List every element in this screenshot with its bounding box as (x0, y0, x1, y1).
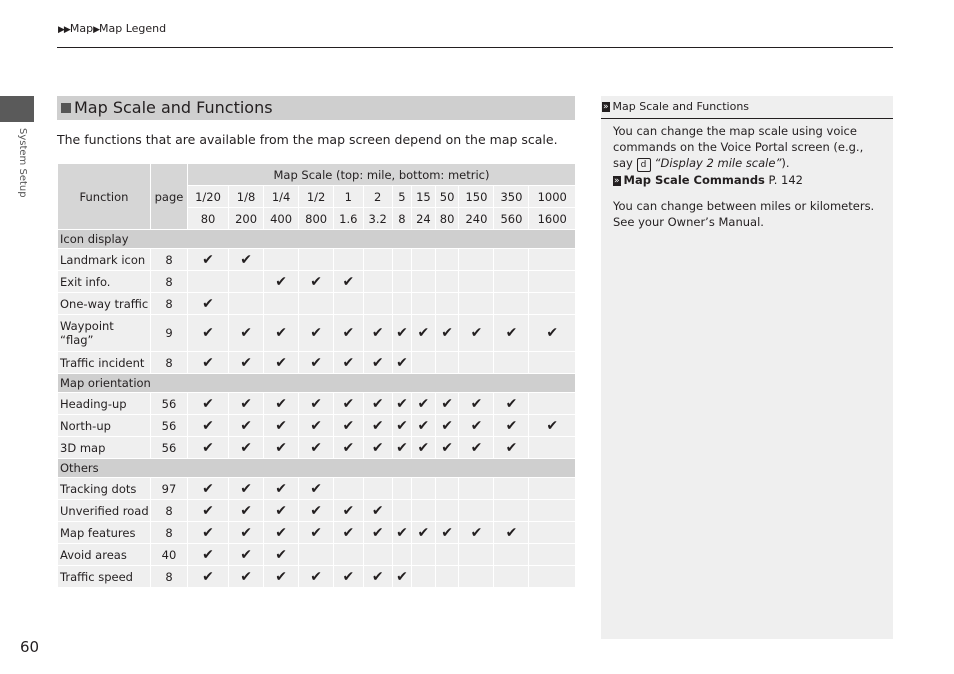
function-label: North-up (58, 415, 150, 436)
scale-mile-4: 1 (334, 186, 362, 207)
scale-metric-6: 8 (393, 208, 411, 229)
section-heading (57, 96, 575, 120)
check-icon: ✔ (229, 415, 263, 436)
check-icon: ✔ (364, 415, 392, 436)
check-icon: ✔ (364, 522, 392, 543)
check-icon: ✔ (229, 544, 263, 565)
empty-cell (529, 249, 575, 270)
check-icon: ✔ (229, 437, 263, 458)
empty-cell (364, 293, 392, 314)
empty-cell (529, 437, 575, 458)
note-paragraph-units: You can change between miles or kilometers. See your Owner’s Manual. (613, 199, 875, 229)
map-scale-commands-page[interactable]: P. 142 (768, 173, 803, 187)
empty-cell (494, 352, 528, 373)
empty-cell (364, 271, 392, 292)
check-icon: ✔ (459, 315, 493, 351)
empty-cell (436, 500, 459, 521)
check-icon: ✔ (393, 393, 411, 414)
table-row (58, 522, 575, 543)
table-row (58, 393, 575, 414)
breadcrumb-arrows-icon: ▶▶ (58, 25, 70, 35)
check-icon: ✔ (393, 415, 411, 436)
voice-command-icon: d (637, 158, 651, 172)
empty-cell (393, 500, 411, 521)
check-icon: ✔ (364, 566, 392, 587)
empty-cell (459, 544, 493, 565)
empty-cell (334, 293, 362, 314)
check-icon: ✔ (412, 315, 435, 351)
function-page: 8 (151, 500, 187, 521)
empty-cell (393, 271, 411, 292)
empty-cell (494, 249, 528, 270)
check-icon: ✔ (412, 393, 435, 414)
empty-cell (529, 271, 575, 292)
empty-cell (529, 352, 575, 373)
empty-cell (436, 249, 459, 270)
empty-cell (459, 249, 493, 270)
function-label: Traffic incident (58, 352, 150, 373)
check-icon: ✔ (299, 522, 333, 543)
empty-cell (436, 271, 459, 292)
check-icon: ✔ (436, 315, 459, 351)
empty-cell (299, 249, 333, 270)
side-note-panel (601, 96, 893, 639)
empty-cell (436, 478, 459, 499)
scale-metric-5: 3.2 (364, 208, 392, 229)
group-heading: Others (58, 459, 575, 477)
empty-cell (412, 249, 435, 270)
scale-metric-10: 560 (494, 208, 528, 229)
group-heading: Map orientation (58, 374, 575, 392)
check-icon: ✔ (188, 544, 228, 565)
check-icon: ✔ (229, 315, 263, 351)
note-title-text: Map Scale and Functions (612, 100, 750, 113)
empty-cell (529, 522, 575, 543)
function-header: Function (58, 164, 150, 229)
empty-cell (459, 271, 493, 292)
check-icon: ✔ (188, 352, 228, 373)
empty-cell (334, 478, 362, 499)
empty-cell (529, 393, 575, 414)
scale-mile-0: 1/20 (188, 186, 228, 207)
empty-cell (393, 249, 411, 270)
link-arrow-icon: » (614, 176, 620, 186)
breadcrumb-map-legend[interactable]: Map Legend (98, 22, 167, 35)
function-page: 8 (151, 249, 187, 270)
check-icon: ✔ (229, 566, 263, 587)
function-label: 3D map (58, 437, 150, 458)
empty-cell (494, 566, 528, 587)
header-rule (57, 47, 893, 48)
check-icon: ✔ (188, 566, 228, 587)
empty-cell (459, 500, 493, 521)
check-icon: ✔ (229, 522, 263, 543)
section-title: Map Scale and Functions (74, 98, 273, 117)
check-icon: ✔ (393, 352, 411, 373)
empty-cell (459, 352, 493, 373)
empty-cell (436, 352, 459, 373)
check-icon: ✔ (188, 478, 228, 499)
check-icon: ✔ (436, 437, 459, 458)
check-icon: ✔ (264, 478, 298, 499)
function-page: 56 (151, 437, 187, 458)
function-label: Avoid areas (58, 544, 150, 565)
check-icon: ✔ (188, 500, 228, 521)
group-row (58, 230, 575, 248)
empty-cell (412, 544, 435, 565)
check-icon: ✔ (494, 393, 528, 414)
check-icon: ✔ (334, 522, 362, 543)
check-icon: ✔ (494, 415, 528, 436)
check-icon: ✔ (364, 437, 392, 458)
function-label: Tracking dots (58, 478, 150, 499)
page-number: 60 (20, 638, 40, 656)
empty-cell (334, 249, 362, 270)
function-page: 9 (151, 315, 187, 351)
function-label: Map features (58, 522, 150, 543)
check-icon: ✔ (436, 522, 459, 543)
empty-cell (393, 544, 411, 565)
empty-cell (494, 500, 528, 521)
empty-cell (529, 293, 575, 314)
check-icon: ✔ (334, 566, 362, 587)
check-icon: ✔ (299, 271, 333, 292)
scale-metric-0: 80 (188, 208, 228, 229)
empty-cell (299, 293, 333, 314)
table-row (58, 437, 575, 458)
note-voice-end: ). (781, 156, 790, 170)
scale-mile-5: 2 (364, 186, 392, 207)
empty-cell (494, 271, 528, 292)
check-icon: ✔ (264, 566, 298, 587)
scale-metric-1: 200 (229, 208, 263, 229)
check-icon: ✔ (334, 437, 362, 458)
check-icon: ✔ (188, 437, 228, 458)
empty-cell (529, 566, 575, 587)
check-icon: ✔ (264, 522, 298, 543)
note-body (613, 123, 883, 240)
group-row (58, 374, 575, 392)
check-icon: ✔ (299, 566, 333, 587)
check-icon: ✔ (412, 522, 435, 543)
empty-cell (529, 500, 575, 521)
empty-cell (494, 478, 528, 499)
empty-cell (412, 293, 435, 314)
empty-cell (529, 478, 575, 499)
function-label: One-way traffic (58, 293, 150, 314)
check-icon: ✔ (494, 437, 528, 458)
check-icon: ✔ (334, 393, 362, 414)
check-icon: ✔ (334, 315, 362, 351)
empty-cell (459, 293, 493, 314)
empty-cell (436, 566, 459, 587)
scale-metric-3: 800 (299, 208, 333, 229)
empty-cell (364, 478, 392, 499)
table-row (58, 271, 575, 292)
table-row (58, 478, 575, 499)
check-icon: ✔ (299, 352, 333, 373)
check-icon: ✔ (334, 500, 362, 521)
check-icon: ✔ (188, 293, 228, 314)
check-icon: ✔ (299, 478, 333, 499)
breadcrumb-map-link[interactable]: Map (69, 22, 94, 35)
function-page: 8 (151, 352, 187, 373)
map-scale-table (57, 163, 576, 588)
check-icon: ✔ (459, 437, 493, 458)
scale-mile-7: 15 (412, 186, 435, 207)
note-voice-text: You can change the map scale using voice commands on the Voice Portal screen (e.g., say (613, 124, 864, 170)
check-icon: ✔ (264, 315, 298, 351)
check-icon: ✔ (459, 393, 493, 414)
check-icon: ✔ (436, 415, 459, 436)
scale-mile-11: 1000 (529, 186, 575, 207)
check-icon: ✔ (364, 500, 392, 521)
empty-cell (299, 544, 333, 565)
check-icon: ✔ (436, 393, 459, 414)
check-icon: ✔ (264, 500, 298, 521)
check-icon: ✔ (494, 315, 528, 351)
check-icon: ✔ (229, 393, 263, 414)
check-icon: ✔ (229, 249, 263, 270)
check-icon: ✔ (229, 500, 263, 521)
function-page: 8 (151, 271, 187, 292)
function-page: 8 (151, 566, 187, 587)
check-icon: ✔ (264, 437, 298, 458)
breadcrumb-arrow-icon: ▶ (93, 25, 99, 35)
reference-arrow-icon: » (603, 102, 609, 112)
empty-cell (459, 478, 493, 499)
empty-cell (529, 544, 575, 565)
empty-cell (334, 544, 362, 565)
empty-cell (264, 249, 298, 270)
check-icon: ✔ (334, 271, 362, 292)
check-icon: ✔ (264, 415, 298, 436)
check-icon: ✔ (299, 393, 333, 414)
scale-mile-1: 1/8 (229, 186, 263, 207)
table-row (58, 315, 575, 351)
check-icon: ✔ (412, 415, 435, 436)
check-icon: ✔ (264, 393, 298, 414)
empty-cell (393, 478, 411, 499)
check-icon: ✔ (393, 566, 411, 587)
check-icon: ✔ (364, 393, 392, 414)
function-label: Heading-up (58, 393, 150, 414)
check-icon: ✔ (459, 415, 493, 436)
check-icon: ✔ (412, 437, 435, 458)
check-icon: ✔ (364, 352, 392, 373)
check-icon: ✔ (188, 249, 228, 270)
check-icon: ✔ (393, 437, 411, 458)
empty-cell (459, 566, 493, 587)
check-icon: ✔ (393, 522, 411, 543)
section-intro: The functions that are available from the map screen depend on the map scale. (57, 132, 558, 147)
function-page: 40 (151, 544, 187, 565)
check-icon: ✔ (229, 478, 263, 499)
function-label: Unverified road (58, 500, 150, 521)
empty-cell (494, 293, 528, 314)
scale-mile-2: 1/4 (264, 186, 298, 207)
check-icon: ✔ (188, 415, 228, 436)
table-row (58, 293, 575, 314)
check-icon: ✔ (529, 415, 575, 436)
function-page: 56 (151, 415, 187, 436)
empty-cell (188, 271, 228, 292)
check-icon: ✔ (264, 544, 298, 565)
check-icon: ✔ (299, 315, 333, 351)
page-header: page (151, 164, 187, 229)
empty-cell (229, 293, 263, 314)
empty-cell (264, 293, 298, 314)
table-row (58, 415, 575, 436)
scale-metric-11: 1600 (529, 208, 575, 229)
empty-cell (412, 566, 435, 587)
empty-cell (436, 293, 459, 314)
check-icon: ✔ (334, 415, 362, 436)
check-icon: ✔ (188, 522, 228, 543)
side-tab-marker (0, 96, 34, 122)
scale-metric-2: 400 (264, 208, 298, 229)
scale-metric-9: 240 (459, 208, 493, 229)
empty-cell (494, 544, 528, 565)
check-icon: ✔ (459, 522, 493, 543)
table-row (58, 249, 575, 270)
scale-mile-6: 5 (393, 186, 411, 207)
check-icon: ✔ (188, 315, 228, 351)
note-title (601, 96, 893, 119)
table-row (58, 566, 575, 587)
scale-mile-3: 1/2 (299, 186, 333, 207)
scale-header: Map Scale (top: mile, bottom: metric) (188, 164, 575, 185)
empty-cell (229, 271, 263, 292)
table-row (58, 500, 575, 521)
function-label: Waypoint “flag” (58, 315, 150, 351)
voice-command-quote: “Display 2 mile scale” (654, 156, 782, 170)
check-icon: ✔ (229, 352, 263, 373)
scale-mile-8: 50 (436, 186, 459, 207)
scale-mile-10: 350 (494, 186, 528, 207)
function-label: Landmark icon (58, 249, 150, 270)
function-label: Traffic speed (58, 566, 150, 587)
check-icon: ✔ (188, 393, 228, 414)
check-icon: ✔ (393, 315, 411, 351)
empty-cell (436, 544, 459, 565)
scale-mile-9: 150 (459, 186, 493, 207)
scale-metric-8: 80 (436, 208, 459, 229)
scale-metric-7: 24 (412, 208, 435, 229)
map-scale-commands-link[interactable]: Map Scale Commands (623, 173, 765, 187)
check-icon: ✔ (494, 522, 528, 543)
empty-cell (393, 293, 411, 314)
check-icon: ✔ (299, 500, 333, 521)
check-icon: ✔ (299, 437, 333, 458)
breadcrumb (58, 22, 166, 35)
function-label: Exit info. (58, 271, 150, 292)
check-icon: ✔ (334, 352, 362, 373)
table-row (58, 544, 575, 565)
function-page: 8 (151, 293, 187, 314)
check-icon: ✔ (264, 271, 298, 292)
group-heading: Icon display (58, 230, 575, 248)
function-page: 97 (151, 478, 187, 499)
table-row (58, 352, 575, 373)
check-icon: ✔ (364, 315, 392, 351)
empty-cell (364, 544, 392, 565)
note-paragraph-voice (613, 123, 883, 188)
scale-metric-4: 1.6 (334, 208, 362, 229)
empty-cell (412, 500, 435, 521)
function-page: 56 (151, 393, 187, 414)
empty-cell (412, 352, 435, 373)
check-icon: ✔ (529, 315, 575, 351)
empty-cell (412, 271, 435, 292)
check-icon: ✔ (299, 415, 333, 436)
function-page: 8 (151, 522, 187, 543)
side-chapter-label: System Setup (17, 128, 28, 198)
empty-cell (412, 478, 435, 499)
square-bullet-icon (61, 103, 71, 113)
check-icon: ✔ (264, 352, 298, 373)
empty-cell (364, 249, 392, 270)
group-row (58, 459, 575, 477)
